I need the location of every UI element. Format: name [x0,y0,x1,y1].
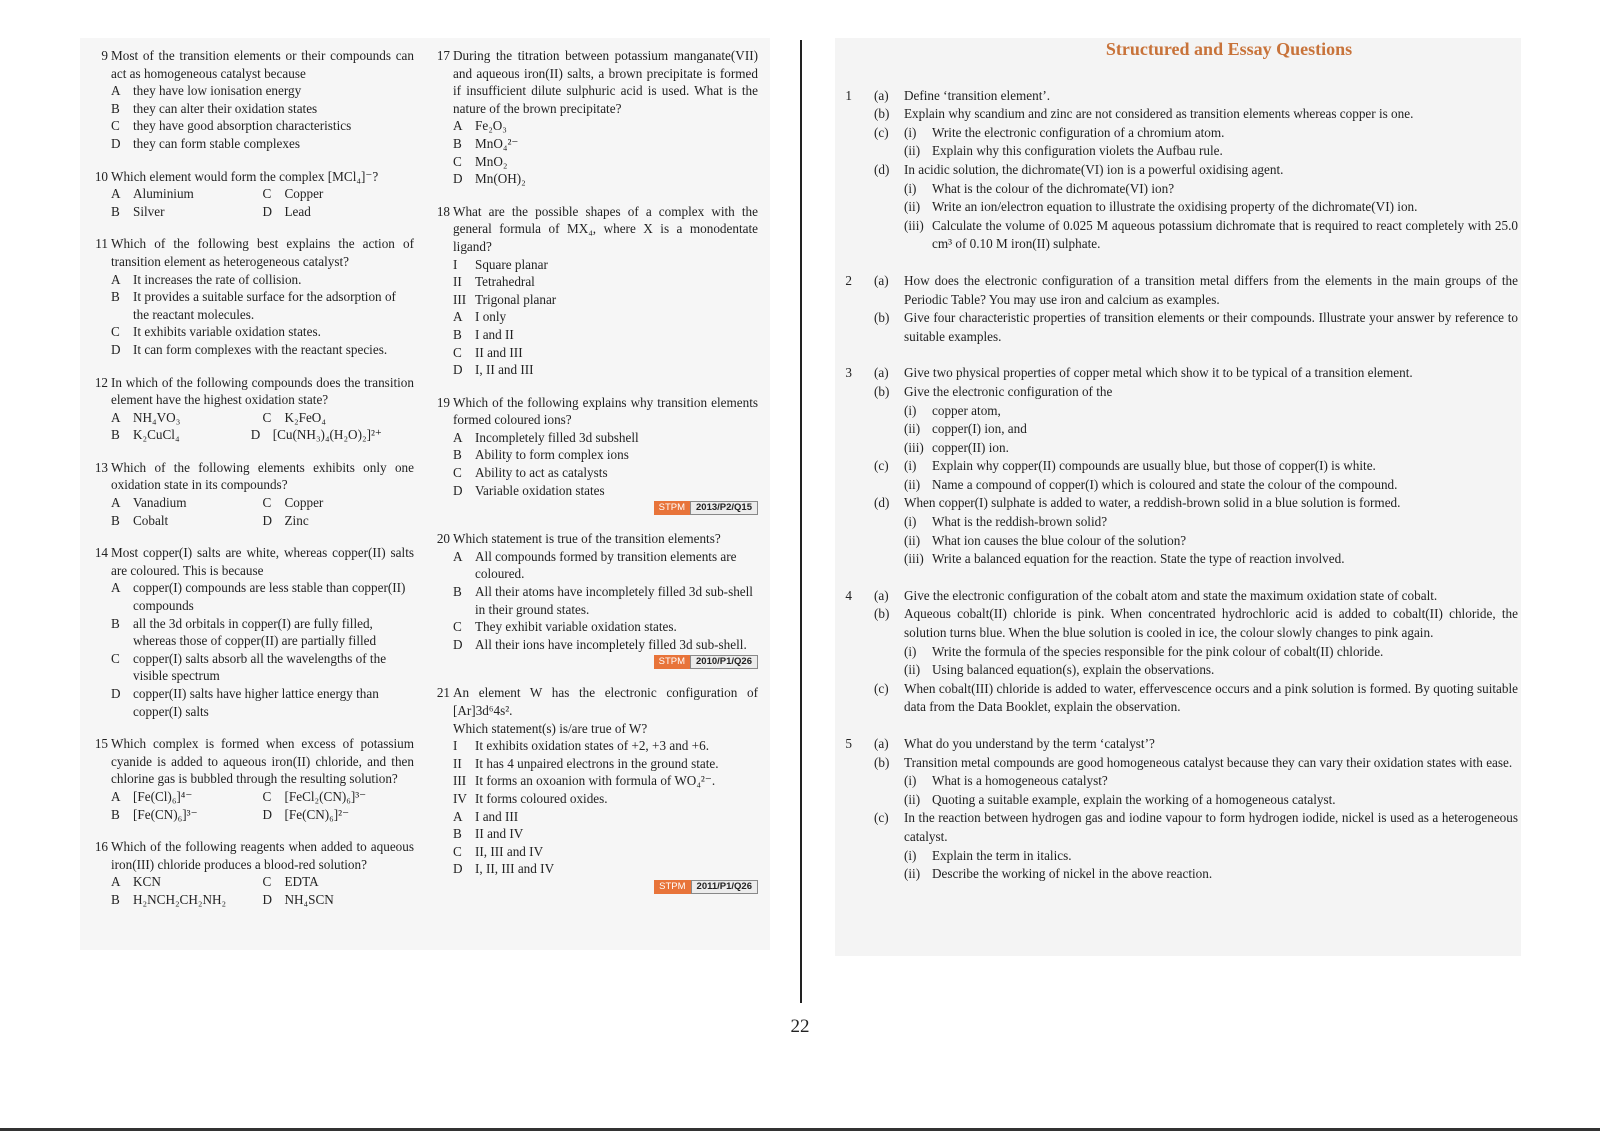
roman-statement: I Square planar [453,256,548,272]
option-row: B Silver D Lead [111,203,311,219]
option: C they have good absorption characteristics [111,118,352,134]
question-13 [86,459,414,529]
question-number: 20 [436,531,450,547]
question-text: Which of the following reagents when added to aqueous iron(III) chloride produces a blood-red solution? [111,839,414,872]
mcq-column-1 [86,47,414,924]
option: C copper(I) salts absorb all the wavelengths of the visible spectrum [111,650,387,684]
question-20 [428,530,758,669]
option: A they have low ionisation energy [111,83,302,99]
question-number: 15 [94,736,108,752]
roman-statement: IV It forms coloured oxides. [453,790,608,806]
structured-question-4: 4 (a) Give the electronic configuration of the cobalt atom and state the maximum oxidation state of cobalt. (b) Aqueous cobalt(II) chloride is pink. When concentrated hydrochloric acid is added to cobalt(II) chloride, the solution turns blue. When the blue solution is cooled in ice, the colour slowly changes to pink again. (i) Write the formula of the species responsible for the pink colour of cobalt(II) chloride. (ii) Using balanced equation(s), explain the observations. (c) When cobalt(III) chloride is added to water, effervescence occurs and a pink solution is formed. By quoting suitable data from the Data Booklet, explain the observation. [840,587,1518,717]
question-number: 3 [845,365,852,381]
option: A copper(I) compounds are less stable than copper(II) compounds [111,580,406,614]
option: D I, II, III and IV [453,861,555,877]
page-divider [800,40,802,1003]
option: B All their atoms have incompletely filled 3d sub-shell in their ground states. [453,584,753,617]
question-text: Which statement(s) is/are true of W? [453,720,648,736]
question-18 [428,203,758,379]
roman-statement: III Trigonal planar [453,291,557,307]
option: A It increases the rate of collision. [111,271,302,287]
stpm-source-badge: STPM 2011/P1/Q26 [453,880,758,894]
stpm-source-badge: STPM 2010/P1/Q26 [453,655,758,669]
question-number: 18 [436,203,450,219]
question-text: Which of the following best explains the action of transition element as heterogeneous catalyst? [111,236,414,269]
question-number: 12 [94,374,108,390]
question-14 [86,544,414,720]
question-text: Which of the following elements exhibits only one oxidation state in its compounds? [111,459,414,493]
option: C They exhibit variable oxidation states. [453,619,677,635]
option: C MnO₂ [453,153,508,169]
option: A All compounds formed by transition elements are coloured. [453,548,737,582]
question-number: 9 [101,48,108,63]
question-17 [428,47,758,188]
option: B Ability to form complex ions [453,447,629,463]
question-text: In which of the following compounds does the transition element have the highest oxidation state? [111,374,414,408]
question-15 [86,735,414,823]
option-row: B K₂CuCl₄ D [Cu(NH₃)₄(H₂O)₂]²⁺ [111,427,382,443]
option: A I and III [453,808,519,824]
question-12 [86,374,414,444]
question-number: 16 [94,839,108,855]
question-text: Which complex is formed when excess of potassium cyanide is added to aqueous iron(II) chloride, and then chlorine gas is bubbled through the resulting solution? [111,736,414,787]
option-row: B [Fe(CN)₆]³⁻ D [Fe(CN)₆]²⁻ [111,806,350,822]
option: D Mn(OH)₂ [453,171,526,187]
question-text: Most of the transition elements or their compounds can act as homogeneous catalyst because [111,48,414,81]
question-text: Which of the following explains why transition elements formed coloured ions? [453,394,758,428]
structured-question-5: 5 (a) What do you understand by the term ‘catalyst’? (b) Transition metal compounds are good homogeneous catalyst because they can vary their oxidation states with ease. (i) What is a homogeneous catalyst? (ii) Quoting a suitable example, explain the working of a homogeneous catalyst. (c) In the reaction between hydrogen gas and iodine vapour to form hydrogen iodide, nickel is used as a heterogeneous catalyst. (i) Explain the term in italics. (ii) Describe the working of nickel in the above reaction. [840,735,1518,884]
option: C II, III and IV [453,843,544,859]
question-9 [86,47,414,153]
structured-question-1: 1 (a) Define ‘transition element’. (b) Explain why scandium and zinc are not considered as transition elements whereas copper is one. (c) (i) Write the electronic configuration of a chromium atom. (ii) Explain why this configuration violets the Aufbau rule. (d) In acidic solution, the dichromate(VI) ion is a powerful oxidising agent. (i) What is the colour of the dichromate(VI) ion? (ii) Write an ion/electron equation to illustrate the oxidising property of the dichromate(VI) ion. (iii) Calculate the volume of 0.025 M aqueous potassium dichromate that is required to react completely with 25.0 cm³ of 0.10 M iron(II) sulphate. [840,87,1518,254]
question-number: 10 [94,168,108,184]
option: A Fe₂O₃ [453,118,507,134]
structured-question-2: 2 (a) How does the electronic configuration of a transition metal differs from the elements in the main groups of the Periodic Table? You may use iron and calcium as examples. (b) Give four characteristic properties of transition elements or their compounds. Illustrate your answer by reference to suitable examples. [840,272,1518,346]
option-row: A KCN C EDTA [111,874,319,890]
roman-statement: III It forms an oxoanion with formula of WO₄²⁻. [453,773,716,789]
option: A I only [453,309,507,325]
option-row: A Aluminium C Copper [111,186,324,202]
option-row: A Vanadium C Copper [111,495,324,511]
mcq-column-2 [428,47,758,909]
option: A Incompletely filled 3d subshell [453,429,639,445]
question-number: 11 [95,236,108,252]
question-number: 13 [94,459,108,475]
option-row: A [Fe(Cl)₆]⁴⁻ C [FeCl₂(CN)₆]³⁻ [111,788,367,804]
question-16 [86,838,414,908]
option: D I, II and III [453,362,534,378]
option: B I and II [453,326,514,342]
question-number: 5 [845,736,852,751]
question-number: 21 [436,685,450,701]
question-10 [86,168,414,221]
option: D copper(II) salts have higher lattice energy than copper(I) salts [111,686,379,719]
option-row: B H₂NCH₂CH₂NH₂ D NH₄SCN [111,891,334,907]
question-number: 14 [94,545,108,561]
question-text: Which element would form the complex [MCl₄]⁻? [111,168,379,184]
question-number: 1 [845,87,852,103]
question-text: Most copper(I) salts are white, whereas copper(II) salts are coloured. This is because [111,545,414,578]
roman-statement: II Tetrahedral [453,274,535,290]
option: B they can alter their oxidation states [111,100,318,116]
option-row: A NH₄VO₃ C K₂FeO₄ [111,409,326,425]
structured-question-3: 3 (a) Give two physical properties of copper metal which show it to be typical of a transition element. (b) Give the electronic configuration of the (i) copper atom, (ii) copper(I) ion, and (iii) copper(II) ion. (c) (i) Explain why copper(II) compounds are usually blue, but those of copper(I) is white. (ii) Name a compound of copper(I) which is coloured and state the colour of the compound. (d) When copper(I) sulphate is added to water, a reddish-brown solid in a blue solution is formed. (i) What is the reddish-brown solid? (ii) What ion causes the blue colour of the solution? (iii) Write a balanced equation for the reaction. State the type of reaction involved. [840,364,1518,569]
question-number: 17 [436,48,450,63]
option: B MnO₄²⁻ [453,135,519,151]
roman-statement: II It has 4 unpaired electrons in the ground state. [453,755,719,771]
question-text: What are the possible shapes of a complex with the general formula of MX₄, where X is a monodentate ligand? [453,203,758,254]
question-text: Which statement is true of the transition elements? [453,531,721,547]
option: C II and III [453,344,523,360]
option: B It provides a suitable surface for the adsorption of the reactant molecules. [111,289,396,322]
section-title: Structured and Essay Questions [1105,39,1353,59]
option: B II and IV [453,826,524,842]
option: B all the 3d orbitals in copper(I) are fully filled, whereas those of copper(II) are partially filled [111,615,377,649]
question-21 [428,684,758,894]
option: C Ability to act as catalysts [453,465,608,481]
structured-questions [840,40,1518,902]
question-number: 4 [845,587,852,603]
stpm-source-badge: STPM 2013/P2/Q15 [453,501,758,515]
option: D All their ions have incompletely filled 3d sub-shell. [453,636,747,652]
option: D they can form stable complexes [111,135,300,151]
option: D It can form complexes with the reactant species. [111,341,388,357]
question-text: An element W has the electronic configuration of [Ar]3d⁶4s². [453,685,758,718]
question-11 [86,235,414,358]
page-number: 22 [790,1016,810,1037]
question-number: 19 [436,394,450,410]
question-text: During the titration between potassium manganate(VII) and aqueous iron(II) salts, a brown precipitate is formed if insufficient dilute sulphuric acid is used. What is the nature of the brown precipitate? [453,48,758,116]
question-number: 2 [845,272,852,288]
option-row: B Cobalt D Zinc [111,512,309,528]
roman-statement: I It exhibits oxidation states of +2, +3 and +6. [453,738,710,754]
question-19 [428,394,758,516]
option: D Variable oxidation states [453,482,605,498]
option: C It exhibits variable oxidation states. [111,324,321,340]
